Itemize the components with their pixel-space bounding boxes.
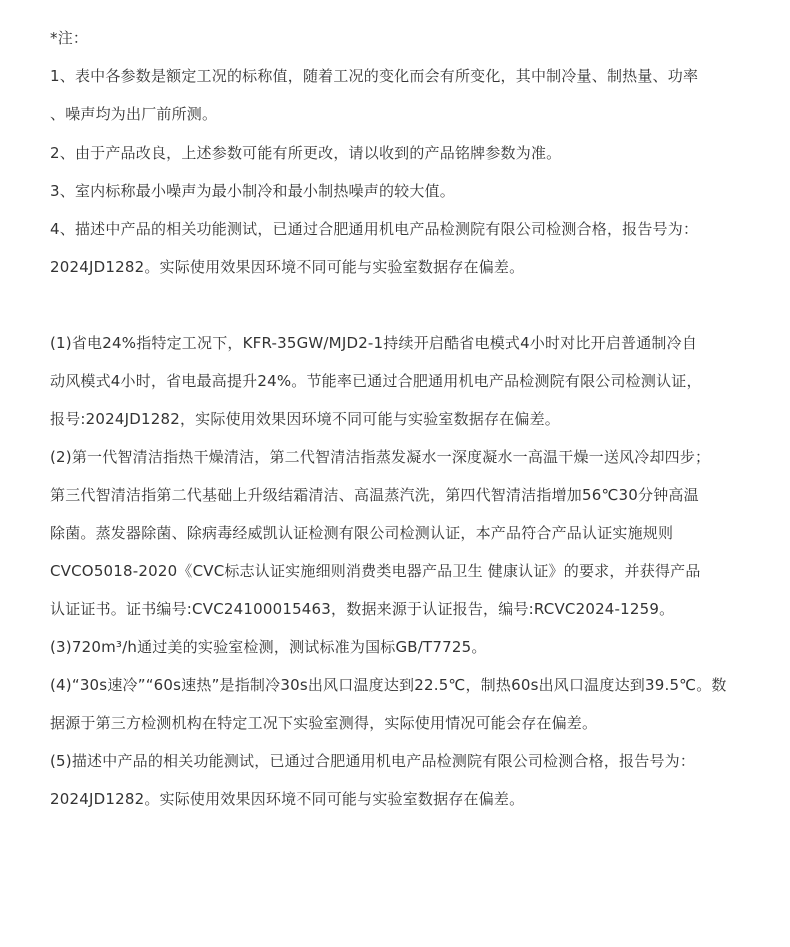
note-2: 2、由于产品改良，上述参数可能有所更改，请以收到的产品铭牌参数为准。 bbox=[50, 144, 562, 162]
note-4-line-1: 4、描述中产品的相关功能测试，已通过合肥通用机电产品检测院有限公司检测合格，报告号为： bbox=[50, 220, 699, 238]
notes-header: *注： bbox=[50, 29, 89, 47]
note-3: 3、室内标称最小噪声为最小制冷和最小制热噪声的较大值。 bbox=[50, 182, 455, 200]
footnote-2-line-5: 认证证书。证书编号:CVC24100015463，数据来源于认证报告，编号:RCVC2024-1259。 bbox=[50, 600, 675, 618]
footnote-5-line-2: 2024JD1282。实际使用效果因环境不同可能与实验室数据存在偏差。 bbox=[50, 790, 525, 808]
footnote-1-line-3: 报号:2024JD1282，实际使用效果因环境不同可能与实验室数据存在偏差。 bbox=[50, 410, 560, 428]
footnote-2-line-4: CVCO5018-2020《CVC标志认证实施细则消费类电器产品卫生 健康认证》的要求，并获得产品 bbox=[50, 562, 701, 580]
footnote-1-line-1: (1)省电24%指特定工况下，KFR-35GW/MJD2-1持续开启酷省电模式4小时对比开启普通制冷自 bbox=[50, 334, 698, 352]
note-4-line-2: 2024JD1282。实际使用效果因环境不同可能与实验室数据存在偏差。 bbox=[50, 258, 525, 276]
note-1-line-2: 、噪声均为出厂前所测。 bbox=[50, 105, 218, 123]
footnote-2-line-2: 第三代智清洁指第二代基础上升级结霜清洁、高温蒸汽洗，第四代智清洁指增加56℃30分钟高温 bbox=[50, 486, 699, 504]
footnote-2-line-3: 除菌。蒸发器除菌、除病毒经威凯认证检测有限公司检测认证，本产品符合产品认证实施规则 bbox=[50, 524, 674, 542]
note-1-line-1: 1、表中各参数是额定工况的标称值，随着工况的变化而会有所变化，其中制冷量、制热量、功率 bbox=[50, 67, 699, 85]
footnote-3: (3)720m³/h通过美的实验室检测，测试标准为国标GB/T7725。 bbox=[50, 638, 487, 656]
footnote-4-line-2: 据源于第三方检测机构在特定工况下实验室测得，实际使用情况可能会存在偏差。 bbox=[50, 714, 598, 732]
footnote-1-line-2: 动风模式4小时，省电最高提升24%。节能率已通过合肥通用机电产品检测院有限公司检测认证， bbox=[50, 372, 702, 390]
footnote-2-line-1: (2)第一代智清洁指热干燥清洁，第二代智清洁指蒸发凝水一深度凝水一高温干燥一送风冷却四步； bbox=[50, 448, 711, 466]
footnote-4-line-1: (4)“30s速冷”“60s速热”是指制冷30s出风口温度达到22.5℃，制热60s出风口温度达到39.5℃。数 bbox=[50, 676, 727, 694]
footnote-5-line-1: (5)描述中产品的相关功能测试，已通过合肥通用机电产品检测院有限公司检测合格，报告号为： bbox=[50, 752, 696, 770]
